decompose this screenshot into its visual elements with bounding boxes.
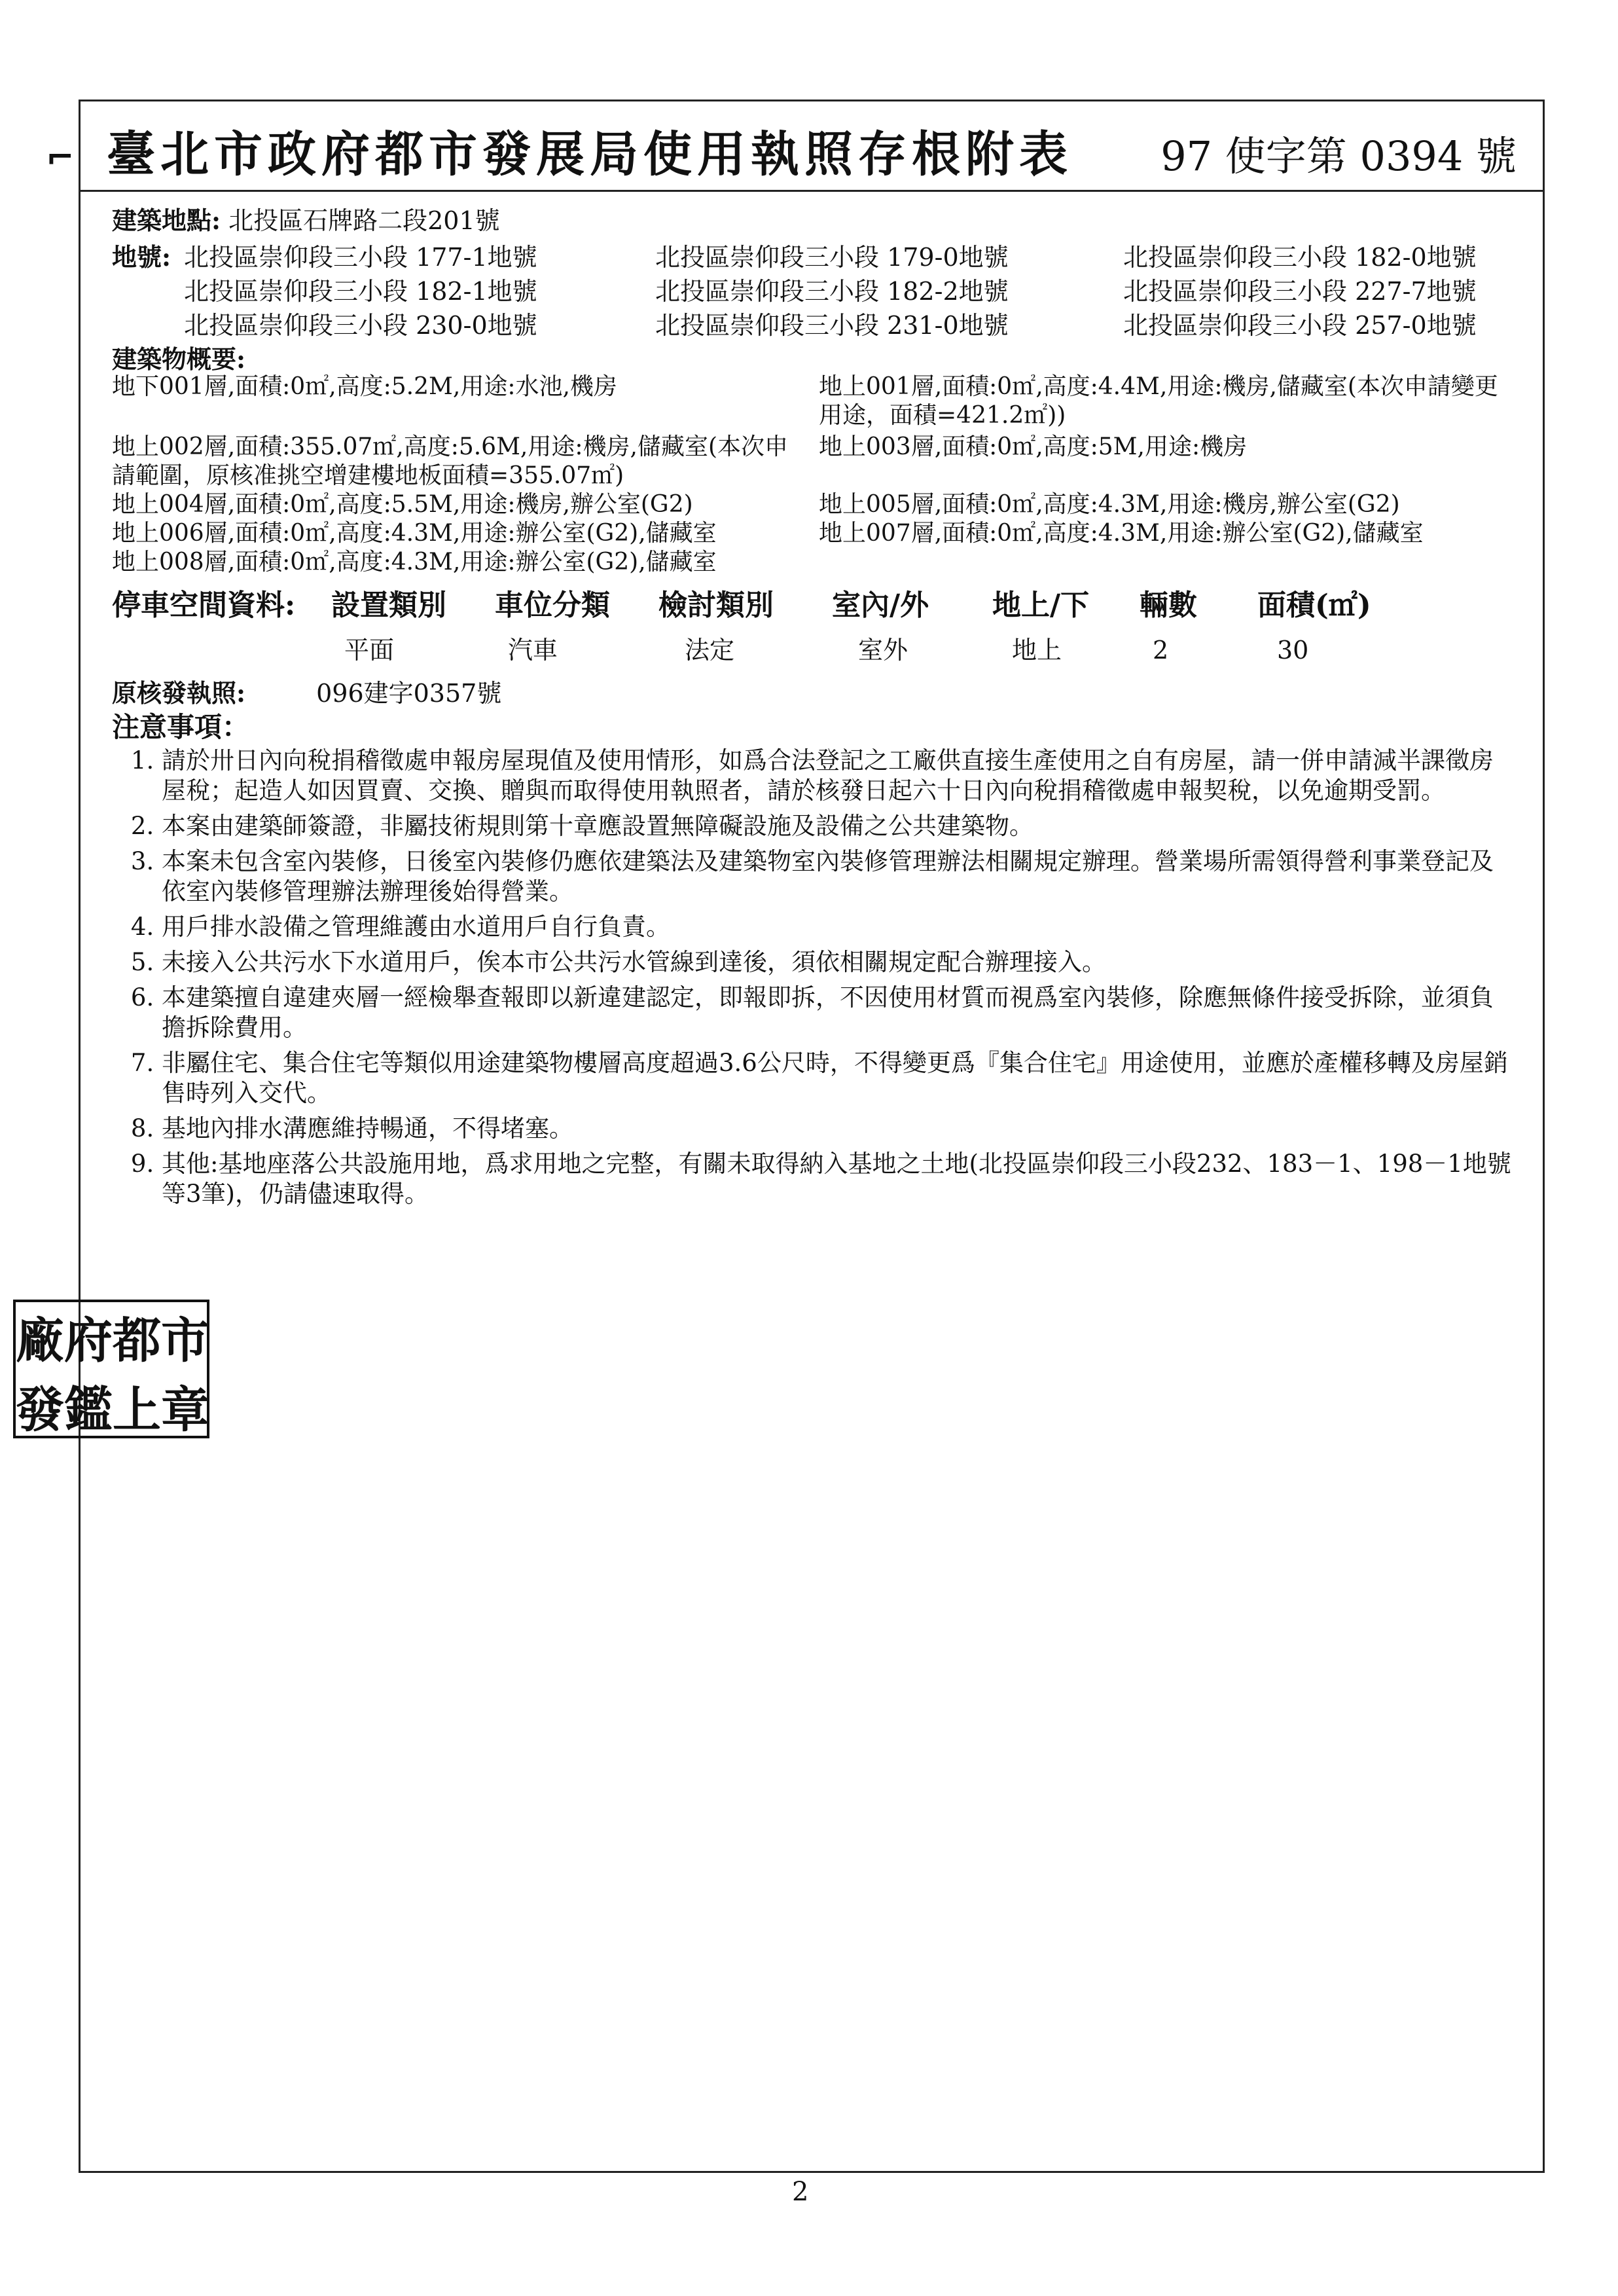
parking-cell: 法定: [685, 636, 735, 665]
notes-block: [112, 712, 1513, 1209]
floor-f1: 地上001層,面積:0㎡,高度:4.4M,用途:機房,儲藏室(本次申請變更用途，面積=421.2㎡)): [819, 373, 1498, 429]
notes-list: [112, 746, 1513, 1209]
floor-empty: [819, 548, 1513, 577]
seal-glyph: 鑑: [64, 1382, 113, 1438]
floor-f2: 地上002層,面積:355.07㎡,高度:5.6M,用途:機房,儲藏室(本次申請範圍，原核准挑空增建樓地板面積=355.07㎡): [112, 433, 788, 489]
note-item: 5. 未接入公共污水下水道用戶，俟本市公共污水管線到達後，須依相關規定配合辦理接入。: [162, 947, 1513, 977]
seal-glyph: 都: [113, 1313, 161, 1369]
floors-label: 建築物概要:: [112, 344, 246, 374]
document-frame: [79, 100, 1545, 2173]
parking-col-header: 地上/下: [992, 589, 1090, 622]
lots-block: [112, 242, 1513, 344]
page-number: 2: [792, 2177, 809, 2207]
lot-item: 北投區崇仰段三小段 230-0地號: [184, 311, 537, 340]
parking-cell: 汽車: [508, 636, 558, 665]
parking-cell: 地上: [1012, 636, 1062, 665]
parking-col-header: 輛數: [1140, 589, 1197, 622]
lot-item: 北投區崇仰段三小段 227-7地號: [1123, 277, 1477, 306]
floor-pair: [112, 519, 1513, 548]
seal-glyph: 府: [64, 1313, 113, 1369]
parking-col-header: 車位分類: [495, 589, 610, 622]
lot-item: 北投區崇仰段三小段 231-0地號: [655, 311, 1009, 340]
parking-header: [112, 586, 1513, 625]
lot-item: 北投區崇仰段三小段 182-2地號: [655, 277, 1009, 306]
official-seal-stamp: [13, 1300, 209, 1438]
note-item: 3. 本案未包含室內裝修，日後室內裝修仍應依建築法及建築物室內裝修管理辦法相關規定辦理。營業場所需領得營利事業登記及依室內裝修管理辦法辦理後始得營業。: [162, 847, 1513, 907]
floor-f3: 地上003層,面積:0㎡,高度:5M,用途:機房: [819, 433, 1248, 460]
site-label: 建築地點:: [112, 206, 221, 235]
seal-glyph: 發: [16, 1382, 64, 1438]
seal-glyph: 廠: [16, 1313, 64, 1369]
parking-col-header: 面積(㎡): [1257, 589, 1371, 622]
lot-item: 北投區崇仰段三小段 177-1地號: [184, 243, 537, 272]
floor-f4: 地上004層,面積:0㎡,高度:5.5M,用途:機房,辦公室(G2): [112, 491, 693, 518]
parking-cell: 2: [1153, 636, 1169, 665]
floor-pair: [112, 490, 1513, 519]
floor-pair: [112, 548, 1513, 577]
floor-f8: 地上008層,面積:0㎡,高度:4.3M,用途:辦公室(G2),儲藏室: [112, 549, 717, 575]
site-row: [112, 205, 1513, 242]
parking-col-header: 設置類別: [331, 589, 446, 622]
floor-pair: [112, 373, 1513, 430]
original-value: 096建字0357號: [316, 679, 502, 708]
floor-f6: 地上006層,面積:0㎡,高度:4.3M,用途:辦公室(G2),儲藏室: [112, 520, 717, 547]
header: [81, 101, 1543, 192]
original-row: [112, 678, 1513, 712]
original-label: 原核發執照:: [112, 678, 246, 708]
lot-item: 北投區崇仰段三小段 179-0地號: [655, 243, 1009, 272]
floor-pair: [112, 433, 1513, 490]
note-item: 2. 本案由建築師簽證，非屬技術規則第十章應設置無障礙設施及設備之公共建築物。: [162, 811, 1513, 841]
note-item: 6. 本建築擅自違建夾層一經檢舉查報即以新違建認定，即報即拆，不因使用材質而視爲室內裝修，除應無條件接受拆除，並須負擔拆除費用。: [162, 983, 1513, 1043]
permit-number: 97 使字第 0394 號: [1160, 132, 1517, 180]
document-title: 臺北市政府都市發展局使用執照存根附表: [107, 126, 1073, 183]
parking-col-header: 室內/外: [832, 589, 929, 622]
floor-f5: 地上005層,面積:0㎡,高度:4.3M,用途:機房,辦公室(G2): [819, 491, 1400, 518]
lots-label: 地號:: [112, 242, 171, 272]
content: [112, 205, 1513, 1214]
note-item: 8. 基地內排水溝應維持暢通，不得堵塞。: [162, 1114, 1513, 1144]
seal-glyph: 市: [161, 1313, 209, 1369]
parking-cell: 室外: [858, 636, 908, 665]
note-item: 7. 非屬住宅、集合住宅等類似用途建築物樓層高度超過3.6公尺時，不得變更爲『集合住宅』用途使用，並應於產權移轉及房屋銷售時列入交代。: [162, 1048, 1513, 1108]
lot-item: 北投區崇仰段三小段 182-0地號: [1123, 243, 1477, 272]
parking-cell: 平面: [344, 636, 395, 665]
margin-mark: ⌐: [46, 137, 75, 177]
site-value: 北投區石牌路二段201號: [228, 206, 500, 235]
lot-item: 北投區崇仰段三小段 257-0地號: [1123, 311, 1477, 340]
note-item: 9. 其他:基地座落公共設施用地，爲求用地之完整，有關未取得納入基地之土地(北投區崇仰段三小段232、183－1、198－1地號等3筆)，仍請儘速取得。: [162, 1149, 1513, 1209]
floors-block: [112, 373, 1513, 577]
parking-col-header: 檢討類別: [658, 589, 774, 622]
floor-b1: 地下001層,面積:0㎡,高度:5.2M,用途:水池,機房: [112, 373, 617, 400]
lot-item: 北投區崇仰段三小段 182-1地號: [184, 277, 537, 306]
notes-label: 注意事項：: [112, 711, 250, 743]
note-item: 4. 用戶排水設備之管理維護由水道用戶自行負責。: [162, 912, 1513, 942]
parking-cell: 30: [1277, 636, 1309, 665]
seal-glyph: 章: [161, 1382, 209, 1438]
floor-f7: 地上007層,面積:0㎡,高度:4.3M,用途:辦公室(G2),儲藏室: [819, 520, 1424, 547]
note-item: 1. 請於卅日內向稅捐稽徵處申報房屋現值及使用情形，如爲合法登記之工廠供直接生產使用之自有房屋，請一併申請減半課徵房屋稅；起造人如因買賣、交換、贈與而取得使用執照者，請於核發日起六十日內向稅捐稽徵處申報契稅，以免逾期受罰。: [162, 746, 1513, 806]
parking-row: [112, 632, 1513, 668]
seal-glyph: 上: [113, 1382, 161, 1438]
parking-label: 停車空間資料:: [112, 589, 296, 622]
